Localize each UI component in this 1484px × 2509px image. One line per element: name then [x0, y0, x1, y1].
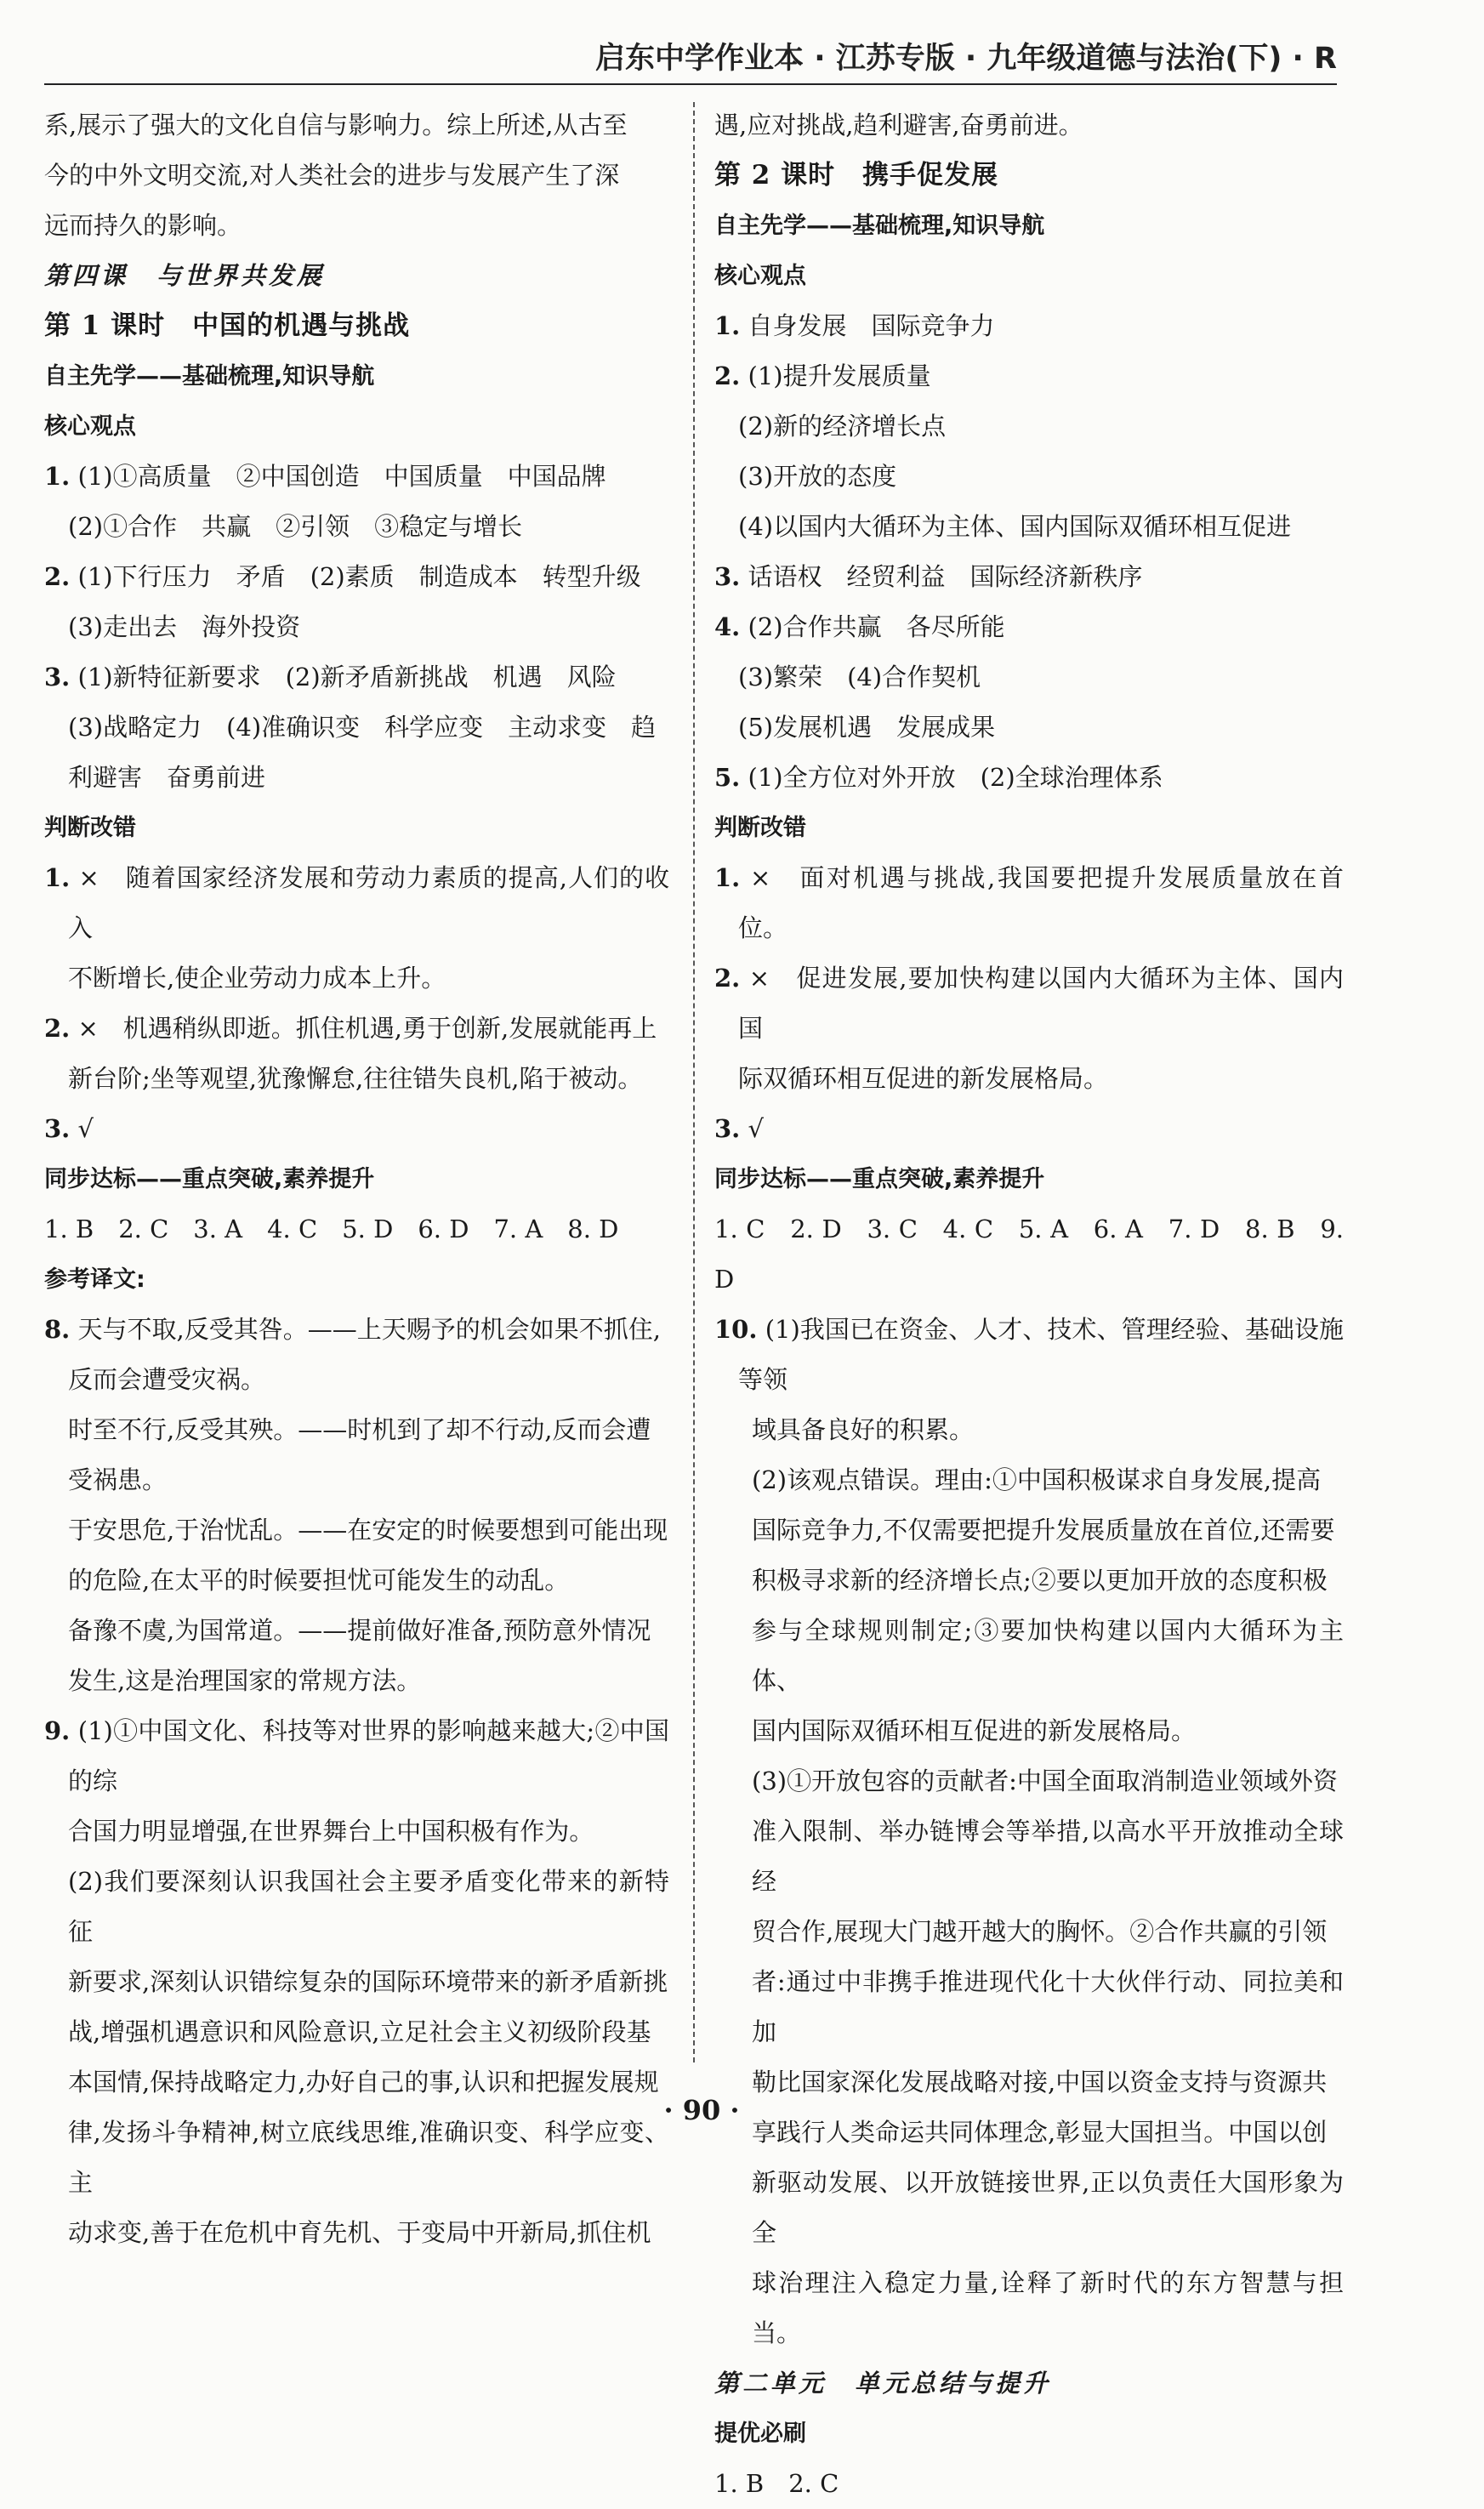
item-text: 准入限制、举办链博会等举措,以高水平开放推动全球经	[752, 1817, 1344, 1896]
item-text: 话语权 经贸利益 国际经济新秩序	[748, 562, 1143, 591]
text-line	[44, 853, 669, 953]
text-line: 系,展示了强大的文化自信与影响力。综上所述,从古至	[44, 111, 628, 139]
text-line	[44, 1706, 669, 1806]
answer-row: 1. C 2. D 3. C 4. C 5. A 6. A 7. D 8. B 9. D	[714, 1215, 1344, 1294]
text-line	[714, 1104, 1344, 1154]
text-line	[44, 1957, 669, 2007]
item-text: 贸合作,展现大门越开越大的胸怀。②合作共赢的引领	[752, 1917, 1328, 1946]
page-header: 启东中学作业本 · 江苏专版 · 九年级道德与法治(下) · R	[44, 34, 1337, 85]
text-line	[44, 753, 669, 803]
text-line	[44, 602, 669, 652]
item-text: (2)我们要深刻认识我国社会主要矛盾变化带来的新特征	[68, 1867, 669, 1946]
item-text: √	[77, 1114, 94, 1143]
item-text: 者:通过中非携手推进现代化十大伙伴行动、同拉美和加	[752, 1967, 1344, 2046]
text-line: 远而持久的影响。	[44, 211, 242, 240]
core-points	[714, 301, 1344, 803]
text-line	[44, 502, 669, 552]
item-number: 5.	[714, 763, 741, 792]
item-text: 的危险,在太平的时候要担忧可能发生的动乱。	[68, 1566, 570, 1595]
text-line	[44, 2007, 669, 2057]
item-text: × 机遇稍纵即逝。抓住机遇,勇于创新,发展就能再上	[77, 1014, 657, 1043]
continued-text: 遇,应对挑战,趋利避害,奋勇前进。	[714, 111, 1083, 139]
text-line	[714, 552, 1344, 602]
text-line	[714, 1806, 1344, 1907]
item-text: 发生,这是治理国家的常规方法。	[68, 1666, 422, 1695]
item-text: 国际竞争力,不仅需要把提升发展质量放在首位,还需要	[752, 1516, 1335, 1545]
section-heading: 同步达标——重点突破,素养提升	[714, 1166, 1045, 1192]
item-text: 动求变,善于在危机中育先机、于变局中开新局,抓住机	[68, 2218, 651, 2247]
item-number: 1.	[714, 311, 741, 340]
item-text: 于安思危,于治忧乱。——在安定的时候要想到可能出现	[68, 1516, 668, 1545]
section-heading: 判断改错	[44, 815, 136, 841]
item-text: 参与全球规则制定;③要加快构建以国内大循环为主体、	[752, 1616, 1344, 1695]
item-text: 备豫不虞,为国常道。——提前做好准备,预防意外情况	[68, 1616, 651, 1645]
item-text: (1)提升发展质量	[748, 361, 931, 390]
text-line	[714, 2158, 1344, 2258]
item-text: (2)合作共赢 各尽所能	[748, 612, 1005, 641]
text-line	[714, 1957, 1344, 2057]
item-text: (1)全方位对外开放 (2)全球治理体系	[748, 763, 1163, 792]
item-number: 3.	[44, 1114, 71, 1143]
lesson-title: 第 2 课时 携手促发展	[714, 160, 999, 191]
item-text: 新台阶;坐等观望,犹豫懈怠,往往错失良机,陷于被动。	[68, 1064, 643, 1093]
text-line	[714, 351, 1344, 401]
text-line	[714, 301, 1344, 351]
section-heading: 核心观点	[44, 413, 136, 440]
item-text: 勒比国家深化发展战略对接,中国以资金支持与资源共	[752, 2068, 1328, 2097]
text-line	[44, 1556, 669, 1606]
section-heading: 提优必刷	[714, 2421, 806, 2447]
item-text: 本国情,保持战略定力,办好自己的事,认识和把握发展规	[68, 2068, 659, 2097]
judge-list	[44, 853, 669, 1154]
item-number: 2.	[44, 1014, 71, 1043]
item-number: 2.	[714, 361, 741, 390]
item-text: 自身发展 国际竞争力	[748, 311, 995, 340]
item-number: 1.	[714, 863, 741, 892]
item-text: 反而会遭受灾祸。	[68, 1365, 266, 1394]
text-line	[44, 1857, 669, 1957]
text-line	[714, 1405, 1344, 1455]
item-number: 3.	[714, 1114, 741, 1143]
question-10	[714, 1305, 1344, 2358]
text-line	[714, 703, 1344, 753]
text-line	[44, 1505, 669, 1556]
text-line	[44, 1806, 669, 1857]
item-text: 战,增强机遇意识和风险意识,立足社会主义初级阶段基	[68, 2017, 651, 2046]
item-text: 新驱动发展、以开放链接世界,正以负责任大国形象为全	[752, 2168, 1344, 2247]
item-text: 国内国际双循环相互促进的新发展格局。	[752, 1716, 1197, 1745]
section-heading: 参考译文:	[44, 1266, 145, 1293]
item-number: 1.	[44, 462, 71, 491]
item-text: 不断增长,使企业劳动力成本上升。	[68, 964, 446, 993]
item-text: √	[748, 1114, 764, 1143]
item-text: (2)该观点错误。理由:①中国积极谋求自身发展,提高	[752, 1465, 1322, 1494]
item-text: (4)以国内大循环为主体、国内国际双循环相互促进	[738, 512, 1292, 541]
item-text: (2)新的经济增长点	[738, 412, 947, 441]
item-text: (3)①开放包容的贡献者:中国全面取消制造业领域外资	[752, 1767, 1338, 1795]
item-text: × 随着国家经济发展和劳动力素质的提高,人们的收入	[68, 863, 669, 942]
core-points	[44, 452, 669, 803]
item-text: (3)战略定力 (4)准确识变 科学应变 主动求变 趋	[68, 713, 657, 742]
left-column	[44, 100, 669, 2258]
item-text: × 面对机遇与挑战,我国要把提升发展质量放在首位。	[738, 863, 1344, 942]
lesson-heading: 第四课 与世界共发展	[44, 261, 326, 290]
item-text: 享践行人类命运共同体理念,彰显大国担当。中国以创	[752, 2118, 1328, 2147]
text-line	[44, 1656, 669, 1706]
text-line	[44, 1104, 669, 1154]
item-number: 4.	[714, 612, 741, 641]
text-line	[714, 953, 1344, 1054]
intro-block	[44, 100, 669, 251]
text-line	[714, 1606, 1344, 1706]
section-heading: 同步达标——重点突破,素养提升	[44, 1166, 375, 1192]
answer-row: 1. B 2. C 3. A 4. C 5. D 6. D 7. A 8. D	[44, 1215, 619, 1243]
text-line	[44, 552, 669, 602]
item-text: (1)新特征新要求 (2)新矛盾新挑战 机遇 风险	[77, 663, 617, 691]
item-number: 2.	[714, 964, 741, 993]
text-line	[714, 1505, 1344, 1556]
item-text: 时至不行,反受其殃。——时机到了却不行动,反而会遭	[68, 1415, 651, 1444]
item-text: 球治理注入稳定力量,诠释了新时代的东方智慧与担当。	[752, 2268, 1344, 2347]
text-line	[714, 1706, 1344, 1756]
text-line	[44, 1405, 669, 1455]
text-line	[44, 1606, 669, 1656]
judge-list	[714, 853, 1344, 1154]
item-text: (3)开放的态度	[738, 462, 897, 491]
item-number: 8.	[44, 1315, 71, 1344]
item-text: (1)我国已在资金、人才、技术、管理经验、基础设施等领	[738, 1315, 1344, 1394]
text-line	[44, 452, 669, 502]
item-text: (5)发展机遇 发展成果	[738, 713, 996, 742]
text-line	[714, 401, 1344, 452]
text-line	[44, 953, 669, 1004]
item-number: 3.	[44, 663, 71, 691]
text-line	[44, 1455, 669, 1505]
text-line	[44, 2208, 669, 2258]
section-heading: 核心观点	[714, 263, 806, 289]
unit-heading: 第二单元 单元总结与提升	[714, 2369, 1052, 2398]
item-number: 3.	[714, 562, 741, 591]
text-line	[714, 753, 1344, 803]
text-line	[714, 652, 1344, 703]
text-line	[714, 502, 1344, 552]
text-line	[714, 853, 1344, 953]
answer-row: 1. B 2. C	[714, 2469, 839, 2498]
item-text: 律,发扬斗争精神,树立底线思维,准确识变、科学应变、主	[68, 2118, 669, 2197]
section-heading: 自主先学——基础梳理,知识导航	[44, 363, 375, 390]
text-line	[714, 1556, 1344, 1606]
text-line	[44, 703, 669, 753]
right-column	[714, 100, 1344, 2509]
text-line	[44, 1305, 669, 1355]
item-text: (3)走出去 海外投资	[68, 612, 301, 641]
item-text: 天与不取,反受其咎。——上天赐予的机会如果不抓住,	[77, 1315, 661, 1344]
text-line	[714, 2258, 1344, 2358]
text-line	[44, 652, 669, 703]
text-line	[44, 1054, 669, 1104]
section-heading: 自主先学——基础梳理,知识导航	[714, 213, 1045, 239]
text-line	[714, 1907, 1344, 1957]
text-line	[44, 1355, 669, 1405]
item-text: (2)①合作 共赢 ②引领 ③稳定与增长	[68, 512, 523, 541]
item-text: (1)①高质量 ②中国创造 中国质量 中国品牌	[77, 462, 606, 491]
item-number: 9.	[44, 1716, 71, 1745]
item-text: 新要求,深刻认识错综复杂的国际环境带来的新矛盾新挑	[68, 1967, 668, 1996]
item-text: 域具备良好的积累。	[752, 1415, 975, 1444]
item-number: 10.	[714, 1315, 758, 1344]
item-number: 1.	[44, 863, 71, 892]
column-divider	[693, 102, 695, 2062]
item-text: 利避害 奋勇前进	[68, 763, 266, 792]
item-text: (3)繁荣 (4)合作契机	[738, 663, 981, 691]
text-line: 今的中外文明交流,对人类社会的进步与发展产生了深	[44, 161, 620, 190]
item-text: (1)下行压力 矛盾 (2)素质 制造成本 转型升级	[77, 562, 641, 591]
section-heading: 判断改错	[714, 815, 806, 841]
text-line	[714, 452, 1344, 502]
item-text: 合国力明显增强,在世界舞台上中国积极有作为。	[68, 1817, 594, 1846]
page-number: · 90 ·	[663, 2094, 740, 2126]
item-text: 际双循环相互促进的新发展格局。	[738, 1064, 1109, 1093]
text-line	[714, 1756, 1344, 1806]
text-line	[44, 1004, 669, 1054]
text-line	[714, 1054, 1344, 1104]
item-text: 受祸患。	[68, 1465, 168, 1494]
lesson-title: 第 1 课时 中国的机遇与挑战	[44, 310, 411, 341]
item-text: × 促进发展,要加快构建以国内大循环为主体、国内国	[738, 964, 1344, 1043]
item-text: 积极寻求新的经济增长点;②要以更加开放的态度积极	[752, 1566, 1328, 1595]
text-line	[714, 1455, 1344, 1505]
item-text: (1)①中国文化、科技等对世界的影响越来越大;②中国的综	[68, 1716, 669, 1795]
text-line	[714, 602, 1344, 652]
item-number: 2.	[44, 562, 71, 591]
text-line	[714, 1305, 1344, 1405]
